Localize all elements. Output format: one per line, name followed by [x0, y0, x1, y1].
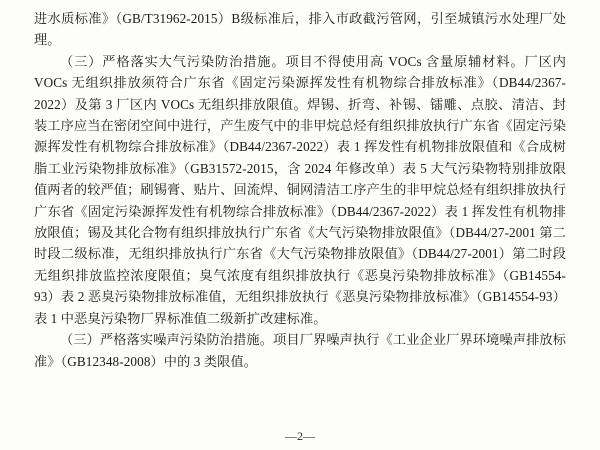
page-number: —2—: [285, 429, 315, 443]
paragraph-noise-measures: （三）严格落实噪声污染防治措施。项目厂界噪声执行《工业企业厂界环境噪声排放标准》（GB12348-2008）中的 3 类限值。: [34, 332, 566, 369]
document-body: [34, 8, 566, 372]
paragraph-air-pollution-measures: （三）严格落实大气污染防治措施。项目不得使用高 VOCs 含量原辅材料。厂区内 VOCs 无组织排放须符合广东省《固定污染源挥发性有机物综合排放标准》（DB44/2367-2022）及第 3 厂区内 VOCs 无组织排放限值。焊锡、折弯、补锡、镭雕、点胶、清洁、封装工序应当在密闭空间中进行，产生废气中的非甲烷总烃有组织排放执行广东省《固定污染源挥发性有机物综合排放标准》（DB44/2367-2022）表 1 挥发性有机物排放限值和《合成树脂工业污染物排放标准》（GB31572-2015，含 2024 年修改单）表 5 大气污染物特别排放限值两者的较严值；刷锡膏、贴片、回流焊、铜网清洁工序产生的非甲烷总烃有组织排放执行广东省《固定污染源挥发性有机物综合排放标准》（DB44/2367-2022）表 1 挥发性有机物排放限值；锡及其化合物有组织排放执行广东省《大气污染物排放限值》（DB44/27-2001 第二时段二级标准，无组织排放执行广东省《大气污染物排放限值》（DB44/27-2001）第二时段无组织排放监控浓度限值；臭气浓度有组织排放执行《恶臭污染物排放标准》（GB14554-93）表 2 恶臭污染物排放标准值，无组织排放执行《恶臭污染物排放标准》（GB14554-93）表 1 中恶臭污染物厂界标准值二级新扩改建标准。: [34, 53, 566, 326]
paragraph-continued-water: 进水质标准》（GB/T31962-2015）B级标准后，排入市政截污管网，引至城镇污水处理厂处理。: [34, 11, 566, 48]
